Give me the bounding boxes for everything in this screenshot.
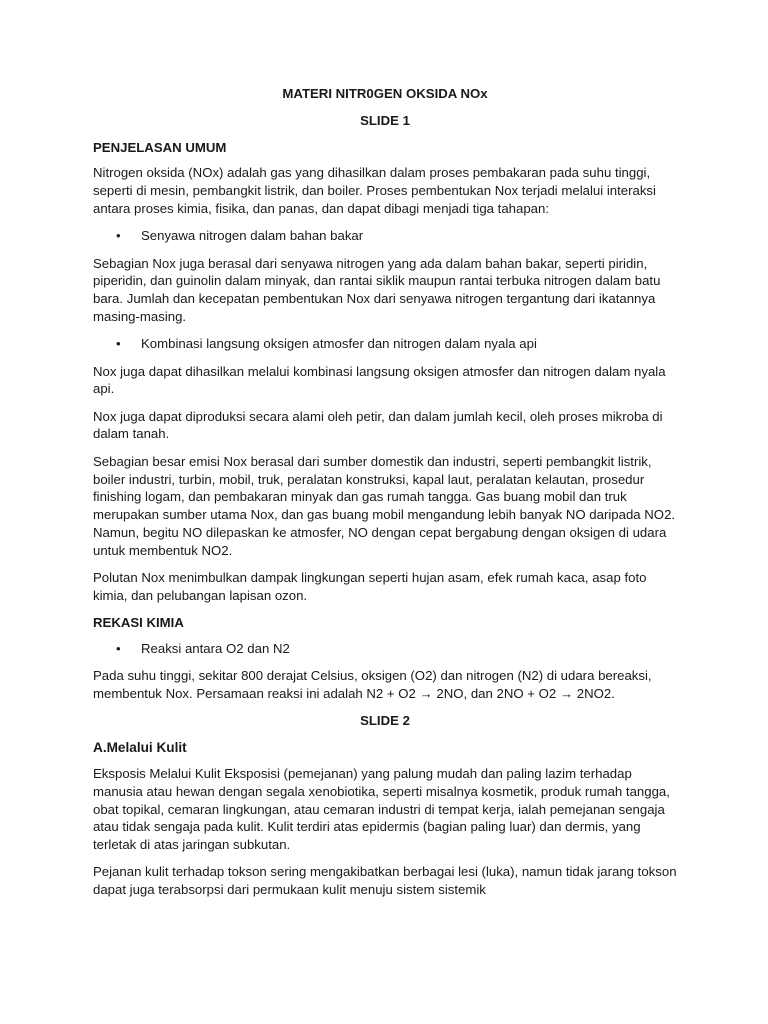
bullet-item — [93, 640, 677, 658]
slide-2-label: SLIDE 2 — [360, 713, 410, 729]
paragraph-petir: Nox juga dapat diproduksi secara alami oleh petir, dan dalam jumlah kecil, oleh proses mikroba di dalam tanah. — [93, 408, 663, 442]
paragraph-dampak: Polutan Nox menimbulkan dampak lingkungan seperti hujan asam, efek rumah kaca, asap foto kimia, dan pelubangan lapisan ozon. — [93, 570, 647, 603]
paragraph-nyala-api: Nox juga dapat dihasilkan melalui kombinasi langsung oksigen atmosfer dan nitrogen dalam nyala api. — [93, 363, 666, 397]
paragraph-reaksi: Pada suhu tinggi, sekitar 800 derajat Celsius, oksigen (O2) dan nitrogen (N2) di udara bereaksi, membentuk Nox. Persamaan reaksi ini adalah N2 + O2 → 2NO, dan 2NO + O2 → 2NO2. — [93, 668, 652, 702]
paragraph-pejanan-kulit: Pejanan kulit terhadap tokson sering mengakibatkan berbagai lesi (luka), namun tidak jarang tokson dapat juga terabsorpsi dari permukaan kulit menuju sistem sistemik — [93, 864, 677, 898]
bullet-icon: • — [116, 336, 121, 352]
bullet-icon: • — [116, 228, 121, 244]
paragraph-sumber-emisi: Sebagian besar emisi Nox berasal dari sumber domestik dan industri, seperti pembangkit listrik, boiler industri, turbin, mobil, truk, peralatan konstruksi, kapal laut, peralatan kelautan, prosedur finishing logam, dan pembakaran minyak dan gas rumah tangga. Gas buang mobil dan truk merupakan sumber utama Nox, dan gas buang mobil mengandung lebih banyak NO daripada NO2. Namun, begitu NO dilepaskan ke atmosfer, NO dengan cepat bergabung dengan oksigen di udara untuk membentuk NO2. — [93, 453, 676, 558]
bullet-icon: • — [116, 640, 121, 656]
bullet-text: Kombinasi langsung oksigen atmosfer dan nitrogen dalam nyala api — [141, 336, 537, 352]
bullet-item — [93, 335, 677, 353]
bullet-text: Senyawa nitrogen dalam bahan bakar — [141, 228, 364, 244]
bullet-text: Reaksi antara O2 dan N2 — [141, 640, 290, 656]
paragraph-eksposis-kulit: Eksposis Melalui Kulit Eksposisi (pemejanan) yang palung mudah dan paling lazim terhadap manusia atau hewan dengan segala xenobiotika, seperti misalnya kosmetik, produk rumah tangga, obat topikal, cemaran lingkungan, atau cemaran industri di tempat kerja, ialah pemejanan sengaja atau tidak sengaja pada kulit. Kulit terdiri atas epidermis (bagian paling luar) dan dermis, yang terletak di atas jaringan subkutan. — [93, 765, 670, 853]
heading-reaksi-kimia: REKASI KIMIA — [93, 615, 184, 631]
paragraph-bahan-bakar: Sebagian Nox juga berasal dari senyawa nitrogen yang ada dalam bahan bakar, seperti piridin, piperidin, dan guinolin dalam minyak, dan rantai siklik maupun rantai terbuka nitrogen dalam batu bara. Jumlah dan kecepatan pembentukan Nox dari senyawa nitrogen tergantung dari ikatannya masing-masing. — [93, 255, 661, 324]
document-body — [93, 85, 677, 908]
slide-1-label: SLIDE 1 — [360, 112, 410, 128]
document-title: MATERI NITR0GEN OKSIDA NOx — [282, 86, 488, 101]
paragraph-intro: Nitrogen oksida (NOx) adalah gas yang dihasilkan dalam proses pembakaran pada suhu tinggi, seperti di mesin, pembangkit listrik, dan boiler. Proses pembentukan Nox terjadi melalui interaksi antara proses kimia, fisika, dan panas, dan dapat dibagi menjadi tiga tahapan: — [93, 165, 656, 216]
bullet-item — [93, 227, 677, 245]
heading-melalui-kulit: A.Melalui Kulit — [93, 740, 187, 756]
heading-penjelasan-umum: PENJELASAN UMUM — [93, 139, 227, 155]
